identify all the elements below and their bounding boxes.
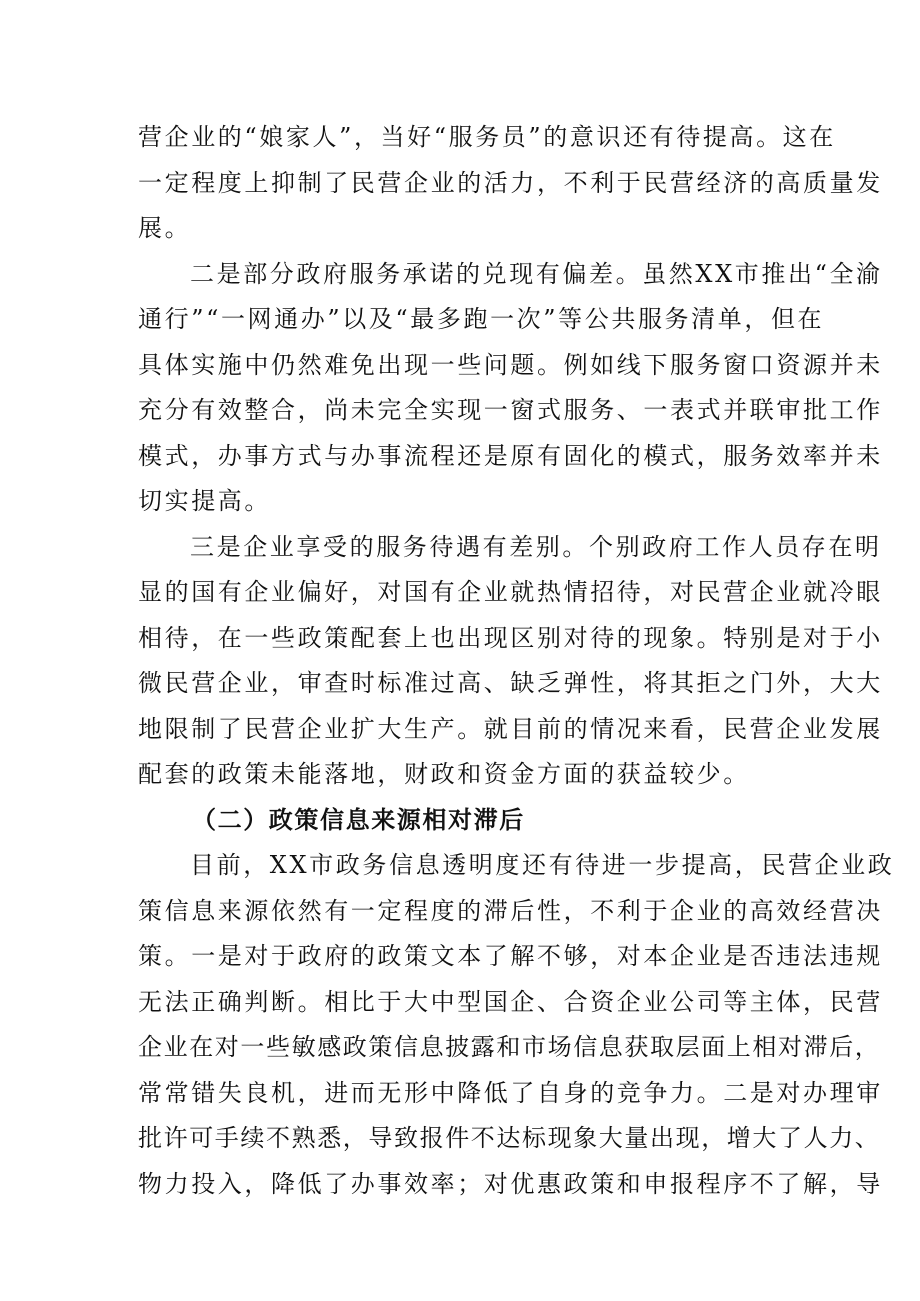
text-line: 策信息来源依然有一定程度的滞后性，不利于企业的高效经营决 <box>138 896 883 925</box>
text-line: 无法正确判断。相比于大中型国企、合资企业公司等主体，民营 <box>138 987 883 1016</box>
document-body <box>138 115 895 1207</box>
text-line: 展。 <box>138 214 192 242</box>
text-line: 营企业的“娘家人”，当好“服务员”的意识还有待提高。这在 <box>138 123 836 151</box>
paragraph-first-line: 三是企业享受的服务待遇有差别。个别政府工作人员存在明 <box>190 532 882 561</box>
text-line: 充分有效整合，尚未完全实现一窗式服务、一表式并联审批工作 <box>138 396 883 424</box>
paragraph-first-line: 二是部分政府服务承诺的兑现有偏差。虽然XX市推出“全渝 <box>190 259 883 288</box>
text-line: 微民营企业，审查时标准过高、缺乏弹性，将其拒之门外，大大 <box>138 669 883 697</box>
text-line: 具体实施中仍然难免出现一些问题。例如线下服务窗口资源并未 <box>138 350 883 379</box>
text-line: 一定程度上抑制了民营企业的活力，不利于民营经济的高质量发 <box>138 168 883 197</box>
text-line: 切实提高。 <box>138 487 271 515</box>
text-line: 配套的政策未能落地，财政和资金方面的获益较少。 <box>138 760 750 788</box>
text-line: 相待，在一些政策配套上也出现区别对待的现象。特别是对于小 <box>138 623 883 652</box>
text-line: 物力投入，降低了办事效率；对优惠政策和申报程序不了解，导 <box>138 1169 883 1198</box>
text-line: 批许可手续不熟悉，导致报件不达标现象大量出现，增大了人力、 <box>138 1124 881 1152</box>
text-line: 常常错失良机，进而无形中降低了自身的竞争力。二是对办理审 <box>138 1078 883 1107</box>
text-line: 企业在对一些敏感政策信息披露和市场信息获取层面上相对滞后， <box>138 1033 881 1061</box>
text-line: 通行”“一网通办”以及“最多跑一次”等公共服务清单，但在 <box>138 305 825 333</box>
paragraph-first-line: 目前，XX市政务信息透明度还有待进一步提高，民营企业政 <box>190 851 895 879</box>
text-line: 策。一是对于政府的政策文本了解不够，对本企业是否违法违规 <box>138 942 883 970</box>
text-line: 模式，办事方式与办事流程还是原有固化的模式，服务效率并未 <box>138 441 883 470</box>
section-heading: （二）政策信息来源相对滞后 <box>192 805 525 834</box>
text-line: 显的国有企业偏好，对国有企业就热情招待，对民营企业就冷眼 <box>138 578 883 606</box>
text-line: 地限制了民营企业扩大生产。就目前的情况来看，民营企业发展 <box>138 714 883 743</box>
